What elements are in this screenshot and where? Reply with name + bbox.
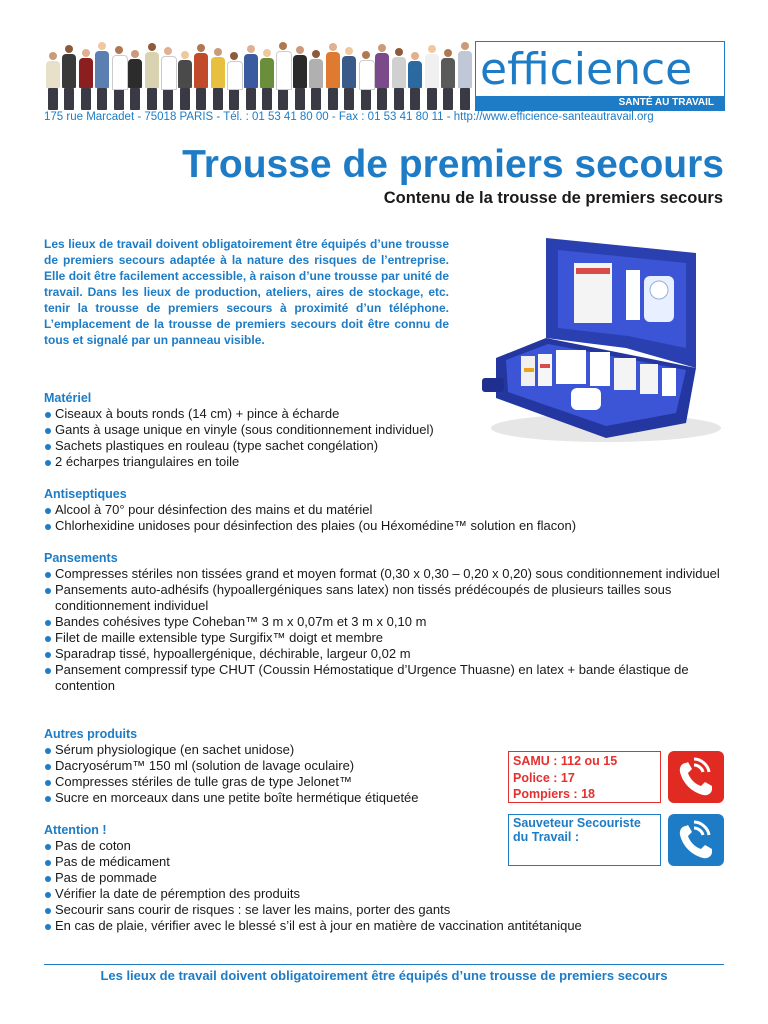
logo-tagline: SANTÉ AU TRAVAIL [476,96,724,110]
person-figure [391,48,407,110]
person-head [49,52,57,60]
samu-number: SAMU : 112 ou 15 [513,754,618,768]
list-item: Gants à usage unique en vinyle (sous conditionnement individuel) [44,422,734,438]
person-head [411,52,419,60]
list-item: Vérifier la date de péremption des produits [44,886,734,902]
person-head [82,49,90,57]
person-figure [341,47,357,110]
person-figure [275,42,291,110]
person-body [309,59,323,88]
person-body [62,54,76,88]
person-legs [394,88,404,110]
section-heading: Matériel [44,391,92,405]
person-figure [325,43,341,110]
section-materiel [44,390,734,470]
page-subtitle: Contenu de la trousse de premiers secours [383,189,723,207]
person-head [164,47,172,55]
list-item: Sparadrap tissé, hypoallergénique, déchirable, largeur 0,02 m [44,646,734,662]
section-heading: Autres produits [44,727,138,741]
person-head [263,49,271,57]
person-head [65,45,73,53]
person-head [428,45,436,53]
person-body [326,52,340,88]
person-head [181,51,189,59]
person-body [145,52,159,88]
person-body [112,55,128,90]
person-legs [229,88,239,110]
sst-label: Sauveteur Secouriste du Travail : [513,816,641,844]
person-head [131,50,139,58]
phone-icon [668,751,724,803]
person-body [79,58,93,88]
person-head [395,48,403,56]
section-heading: Pansements [44,551,118,565]
section-antiseptiques [44,486,734,534]
person-figure [424,45,440,110]
list-item: Pas de coton [44,838,734,854]
person-figure [78,49,94,110]
person-body [342,56,356,88]
person-figure [308,50,324,110]
person-body [161,56,177,90]
person-figure [374,44,390,110]
person-legs [81,88,91,110]
person-figure [226,52,242,110]
police-number: Police : 17 [513,770,575,785]
person-legs [64,88,74,110]
person-figure [259,49,275,110]
person-head [98,42,106,50]
intro-paragraph: Les lieux de travail doivent obligatoirement être équipés d’une trousse de premiers secours adaptée à la nature des risques de l’entreprise. Elle doit être facilement accessible, à raison d’une trousse par unité de travail. Dans les lieux de production, ateliers, aires de stockage, etc. tenir la trousse de premiers secours à proximité d’un téléphone. L’emplacement de la trousse de premiers secours doit être connu de tous et signalé par un panneau visible. [44,237,449,347]
person-figure [243,45,259,110]
section-heading: Antiseptiques [44,487,127,501]
person-body [178,60,192,88]
list-item: Ciseaux à bouts ronds (14 cm) + pince à écharde [44,406,734,422]
footer-text: Les lieux de travail doivent obligatoirement être équipés d’une trousse de premiers secours [100,968,668,983]
person-body [408,61,422,88]
person-legs [443,88,453,110]
person-legs [460,88,470,110]
list-item: Sérum physiologique (en sachet unidose) [44,742,499,758]
section-heading: Attention ! [44,823,107,837]
person-head [247,45,255,53]
efficience-logo [475,41,725,111]
person-head [444,49,452,57]
person-body [260,58,274,88]
person-body [359,60,375,90]
list-item: Alcool à 70° pour désinfection des mains et du matériel [44,502,734,518]
person-head [329,43,337,51]
person-legs [311,88,321,110]
person-body [458,51,472,88]
person-body [211,57,225,88]
person-head [148,43,156,51]
list-item: Sachets plastiques en rouleau (type sachet congélation) [44,438,734,454]
people-banner-icon [44,42,472,110]
person-legs [48,88,58,110]
person-body [276,51,292,90]
person-head [214,48,222,56]
pompiers-number: Pompiers : 18 [513,787,595,801]
person-legs [295,88,305,110]
person-figure [292,46,308,110]
person-legs [410,88,420,110]
person-figure [111,46,127,110]
person-body [425,54,439,88]
list-item: Pansement compressif type CHUT (Coussin Hémostatique d’Urgence Thuasne) en latex + bande élastique de contention [44,662,734,694]
person-head [230,52,238,60]
person-legs [278,88,288,110]
person-legs [130,88,140,110]
person-figure [45,52,61,110]
person-figure [160,47,176,110]
logo-word: efficience [480,44,693,95]
person-head [115,46,123,54]
address-line: 175 rue Marcadet - 75018 PARIS - Tél. : 01 53 41 80 00 - Fax : 01 53 41 80 11 - http://www.efficience-santeautravail.org [44,111,654,123]
list-item: Sucre en morceaux dans une petite boîte hermétique étiquetée [44,790,499,806]
person-body [244,54,258,88]
page-title: Trousse de premiers secours [182,143,724,186]
list-item: Chlorhexidine unidoses pour désinfection des plaies (ou Héxomédine™ solution en flacon) [44,518,734,534]
list-item: 2 écharpes triangulaires en toile [44,454,734,470]
person-legs [114,88,124,110]
person-head [197,44,205,52]
person-body [441,58,455,88]
person-body [392,57,406,88]
person-figure [127,50,143,110]
person-figure [440,49,456,110]
person-figure [177,51,193,110]
person-head [362,51,370,59]
section-pansements [44,550,734,694]
person-body [375,53,389,88]
section-autres-produits [44,726,499,806]
person-body [227,61,243,90]
person-head [296,46,304,54]
footer-divider [44,964,724,965]
person-figure [457,42,473,110]
list-item: Compresses stériles non tissées grand et moyen format (0,30 x 0,30 – 0,20 x 0,20) sous conditionnement individuel [44,566,734,582]
person-legs [262,88,272,110]
person-figure [144,43,160,110]
person-legs [97,88,107,110]
list-item: En cas de plaie, vérifier avec le blessé s’il est à jour en matière de vaccination antitétanique [44,918,734,934]
person-body [128,59,142,88]
person-legs [163,88,173,110]
person-figure [61,45,77,110]
person-legs [328,88,338,110]
person-legs [361,88,371,110]
person-figure [94,42,110,110]
person-head [312,50,320,58]
list-item: Bandes cohésives type Coheban™ 3 m x 0,07m et 3 m x 0,10 m [44,614,734,630]
person-head [378,44,386,52]
list-item: Dacryosérum™ 150 ml (solution de lavage oculaire) [44,758,499,774]
phone-icon [668,814,724,866]
person-legs [147,88,157,110]
sst-box [508,814,661,866]
person-body [293,55,307,88]
person-legs [427,88,437,110]
person-legs [213,88,223,110]
list-item: Pansements auto-adhésifs (hypoallergéniques sans latex) non tissés prédécoupés de plusieurs tailles sous conditionnement individuel [44,582,734,614]
person-figure [210,48,226,110]
person-head [345,47,353,55]
person-legs [180,88,190,110]
person-legs [377,88,387,110]
list-item: Pas de médicament [44,854,734,870]
person-figure [193,44,209,110]
person-legs [246,88,256,110]
person-legs [344,88,354,110]
list-item: Pas de pommade [44,870,734,886]
emergency-numbers-box [508,751,661,803]
person-body [46,61,60,88]
list-item: Filet de maille extensible type Surgifix™ doigt et membre [44,630,734,646]
person-figure [358,51,374,110]
person-head [279,42,287,50]
list-item: Secourir sans courir de risques : se laver les mains, porter des gants [44,902,734,918]
list-item: Compresses stériles de tulle gras de type Jelonet™ [44,774,499,790]
person-body [95,51,109,88]
person-figure [407,52,423,110]
person-legs [196,88,206,110]
person-body [194,53,208,88]
person-head [461,42,469,50]
